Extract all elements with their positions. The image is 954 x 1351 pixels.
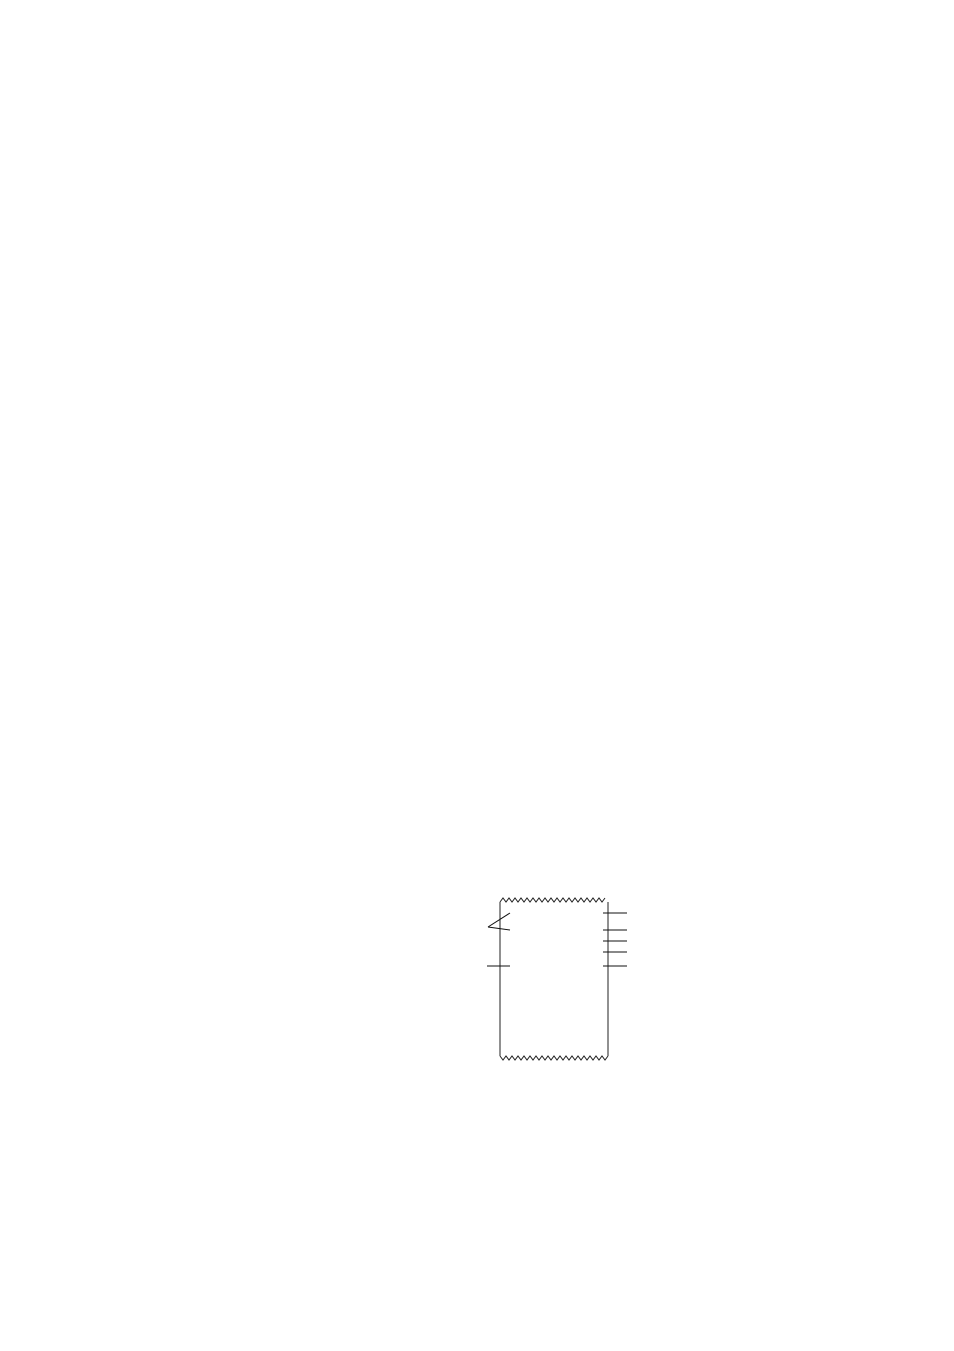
main-text-column <box>318 268 636 298</box>
receipt-diagram <box>474 895 644 1065</box>
receipt-outline <box>500 902 608 1056</box>
receipt-top-tear <box>500 898 605 902</box>
callout-lines <box>487 913 627 966</box>
receipt-bottom-tear <box>500 1056 608 1060</box>
